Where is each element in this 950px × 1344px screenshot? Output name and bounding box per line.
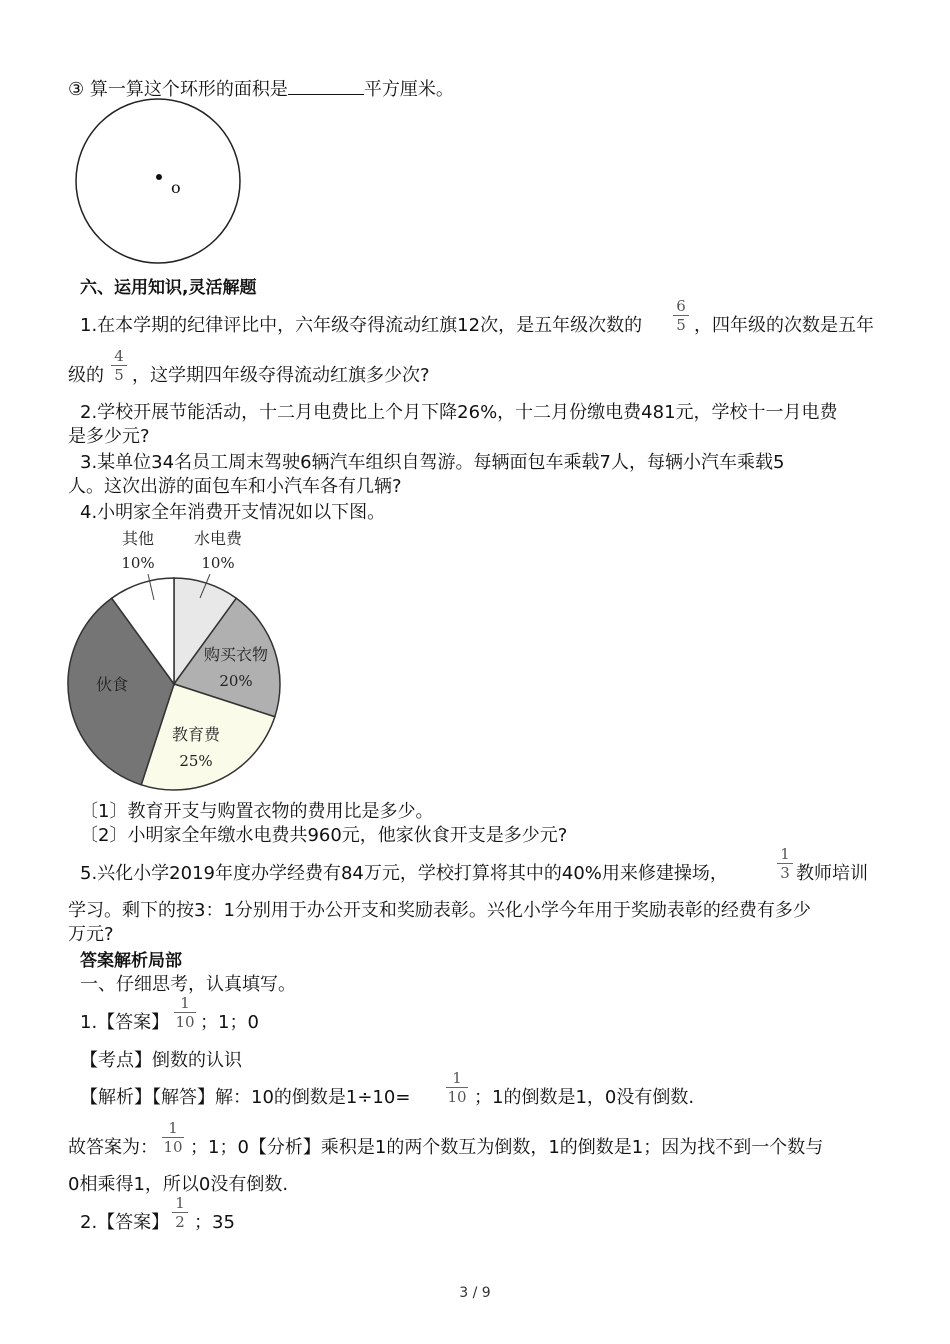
frac-num: 1 [175, 1194, 185, 1212]
pie-label-1: 购买衣物 [203, 645, 269, 664]
center-dot [156, 174, 162, 180]
p1-line2a: 级的 [68, 365, 104, 386]
frac-den: 10 [175, 1013, 195, 1031]
frac-num: 6 [676, 297, 686, 315]
a2-rest: ；35 [194, 1212, 235, 1233]
frac-num: 1 [780, 845, 790, 863]
frac-den: 5 [114, 366, 124, 384]
pie-label-2: 教育费 [171, 725, 221, 744]
guda-pre: 故答案为： [68, 1137, 158, 1158]
p4-q2: 〔2〕小明家全年缴水电费共960元，他家伙食开支是多少元? [80, 825, 568, 846]
section6-title: 六、运用知识,灵活解题 [80, 278, 257, 298]
frac-den: 10 [447, 1088, 467, 1106]
fraction-1-10 [162, 1120, 184, 1155]
frac-den: 10 [163, 1138, 183, 1156]
p5-line3: 万元? [68, 924, 114, 945]
frac-num: 4 [114, 347, 124, 365]
a1-rest: ；1；0 [200, 1012, 259, 1033]
frac-den: 5 [676, 316, 686, 334]
p4-q1: 〔1〕教育开支与购置衣物的费用比是多少。 [80, 801, 434, 822]
pie-label-3: 伙食 [95, 675, 129, 694]
p1-line1 [80, 314, 642, 338]
p2-line1: 2.学校开展节能活动，十二月电费比上个月下降26%，十二月份缴电费481元，学校十一月电费 [80, 402, 838, 423]
answers-title: 答案解析局部 [80, 951, 182, 971]
pie-pct-4: 10% [121, 554, 155, 572]
p5-line1b: 教师培训 [796, 863, 868, 884]
p5-line2: 学习。剩下的按3：1分别用于办公开支和奖励表彰。兴化小学今年用于奖励表彰的经费有多少 [68, 900, 811, 921]
outer-circle [76, 99, 240, 263]
p5-line1: 5.兴化小学2019年度办学经费有84万元，学校打算将其中的40%用来修建操场， [80, 863, 728, 884]
p3-line1: 3.某单位34名员工周末驾驶6辆汽车组织自驾游。每辆面包车乘载7人，每辆小汽车乘载5 [80, 452, 785, 473]
q3-prefix: ③ 算一算这个环形的面积是 [68, 79, 288, 100]
q3-suffix: 平方厘米。 [363, 79, 454, 100]
frac-num: 1 [180, 994, 190, 1012]
jiexi-post: ；1的倒数是1，0没有倒数. [474, 1087, 695, 1108]
frac-num: 1 [168, 1119, 178, 1137]
pie-pct-0: 10% [201, 554, 235, 572]
fraction-4-5 [111, 348, 127, 383]
p3-line2: 人。这次出游的面包车和小汽车各有几辆? [68, 476, 402, 497]
a1-label: 1.【答案】 [80, 1012, 170, 1033]
fraction-1-10 [446, 1070, 468, 1105]
pie-label-0: 水电费 [193, 529, 243, 548]
pie-pct-1: 20% [219, 672, 253, 690]
expense-pie-chart [60, 522, 300, 794]
jiexi-pre: 【解析】【解答】解：10的倒数是1÷10= [80, 1087, 411, 1108]
p1-text-a: 1.在本学期的纪律评比中，六年级夺得流动红旗12次，是五年级次数的 [80, 315, 643, 336]
pie-label-4: 其他 [121, 529, 155, 548]
fraction-6-5 [673, 298, 689, 333]
frac-den: 3 [780, 864, 790, 882]
page-number: 3 / 9 [459, 1285, 491, 1301]
p1-line2b: ，这学期四年级夺得流动红旗多少次? [132, 365, 430, 386]
a2-label: 2.【答案】 [80, 1212, 170, 1233]
p1-line1b: ，四年级的次数是五年 [694, 315, 874, 336]
fraction-1-10 [174, 995, 196, 1030]
answers-sec1: 一、仔细思考，认真填写。 [80, 974, 296, 995]
answer-blank [288, 76, 364, 95]
ring-circle-figure [70, 98, 250, 268]
kaodian: 【考点】倒数的认识 [80, 1050, 242, 1071]
guda-post: ；1；0【分析】乘积是1的两个数互为倒数，1的倒数是1；因为找不到一个数与 [190, 1137, 824, 1158]
frac-den: 2 [175, 1213, 185, 1231]
guda-line2: 0相乘得1，所以0没有倒数. [68, 1174, 289, 1195]
fraction-1-2 [172, 1195, 188, 1230]
center-label: o [171, 178, 181, 197]
frac-num: 1 [452, 1069, 462, 1087]
pie-pct-2: 25% [179, 752, 213, 770]
fraction-1-3 [777, 846, 793, 881]
p2-line2: 是多少元? [68, 426, 150, 447]
p4-intro: 4.小明家全年消费开支情况如以下图。 [80, 502, 386, 523]
